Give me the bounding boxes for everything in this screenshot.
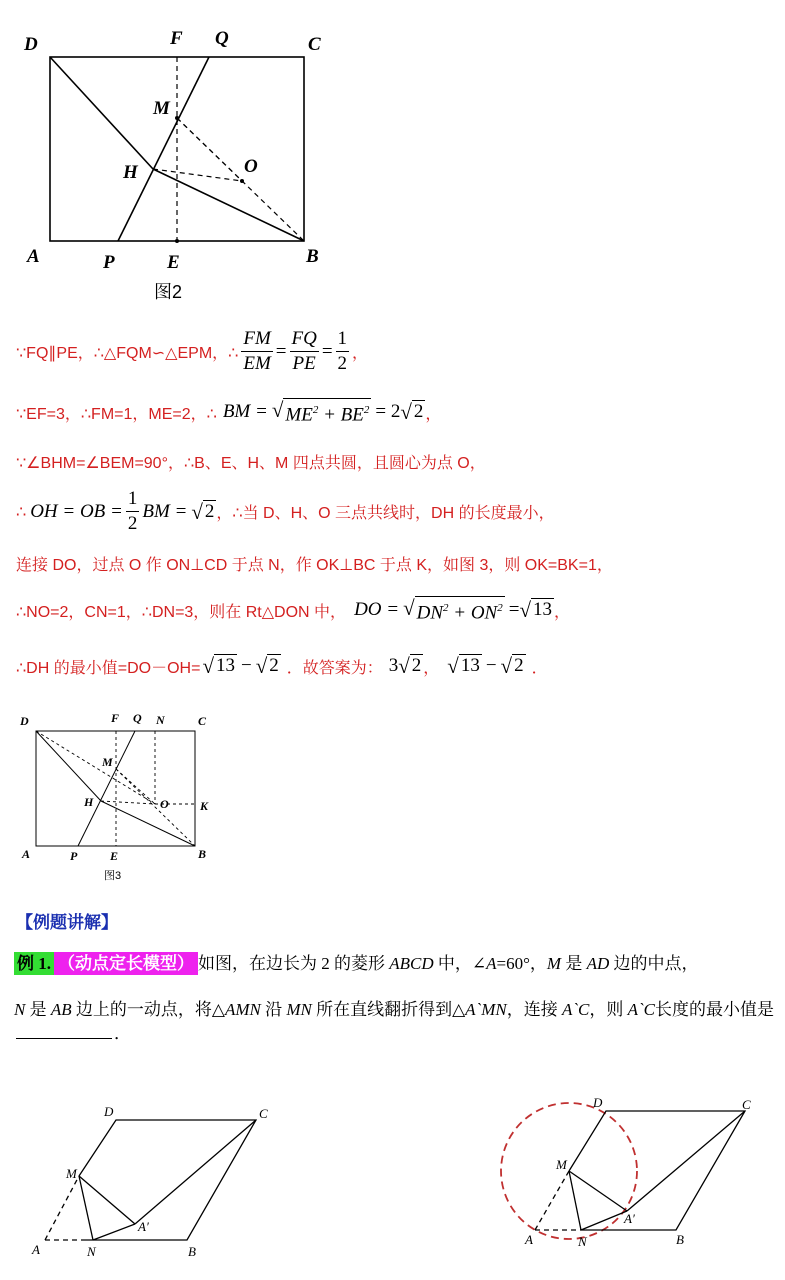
label-p: P xyxy=(103,252,115,273)
label-q: Q xyxy=(133,711,142,725)
segment-a-prime-c xyxy=(135,1120,256,1224)
problem-text: 例 1. （动点定长模型） 如图，在边长为 2 的菱形 ABCD 中，∠A=60°，M 是 AD 边的中点， xyxy=(14,952,774,976)
segment-hb xyxy=(101,801,195,846)
figure-2-caption: 图2 xyxy=(154,282,183,302)
segment-ma-prime xyxy=(569,1171,627,1211)
label-a: A xyxy=(32,1242,40,1257)
label-b: B xyxy=(676,1232,684,1247)
segment-ho xyxy=(101,801,155,804)
rhombus-outline xyxy=(569,1111,745,1230)
label-p: P xyxy=(70,849,78,863)
label-o: O xyxy=(160,797,169,811)
label-m: M xyxy=(556,1157,567,1172)
solution-line-2: ∵EF=3，∴FM=1，ME=2，∴ BM = √ $ME^2 + BE^2$ = 2 √ 2 ， xyxy=(16,398,442,426)
label-e: E xyxy=(110,849,119,863)
label-b: B xyxy=(188,1244,196,1259)
label-h: H xyxy=(84,795,94,809)
label-f: F xyxy=(111,711,120,725)
label-a-prime: A′ xyxy=(138,1219,149,1234)
solution-line-4: ∴ OH = OB = $\frac{1}{2}$ BM = √ 2 ，∴当 D、H、O 三点共线时，DH 的长度最小， xyxy=(16,488,555,534)
label-a: A xyxy=(525,1232,533,1247)
label-c: C xyxy=(742,1097,751,1112)
label-a-prime: A′ xyxy=(624,1211,635,1226)
example-tag: 例 1. xyxy=(14,952,54,975)
label-n: N xyxy=(87,1244,96,1259)
segment-mb xyxy=(177,118,304,241)
point-m xyxy=(175,116,179,120)
label-a: A xyxy=(27,246,40,267)
model-tag: （动点定长模型） xyxy=(54,952,198,975)
segment-na-prime xyxy=(581,1211,627,1230)
figure-rhombus-right xyxy=(480,1090,780,1270)
segment-pq xyxy=(118,57,209,241)
point-e xyxy=(175,239,179,243)
solution-line-1: ∵FQ∥PE，∴△FQM∽△EPM，∴ $\frac{FM}{EM}$ = $\frac{FQ}{PE}$ = $\frac{1}{2}$ ， xyxy=(16,328,369,374)
label-n: N xyxy=(578,1234,587,1249)
label-m: M xyxy=(153,98,170,119)
label-f: F xyxy=(170,28,183,49)
label-q: Q xyxy=(215,28,229,49)
label-d: D xyxy=(20,714,29,728)
rectangle-abcd xyxy=(36,731,195,846)
segment-mo xyxy=(116,769,155,804)
point-o xyxy=(240,179,244,183)
label-d: D xyxy=(593,1095,603,1110)
label-n: N xyxy=(156,713,165,727)
label-h: H xyxy=(123,162,138,183)
segment-pq xyxy=(78,731,135,846)
label-a: A xyxy=(22,847,31,861)
label-e: E xyxy=(167,252,180,273)
label-b: B xyxy=(198,847,207,861)
segment-mb xyxy=(116,769,195,846)
segment-dh xyxy=(50,57,153,169)
label-c: C xyxy=(308,34,321,55)
rhombus-outline xyxy=(79,1120,256,1240)
solution-line-7: ∴DH 的最小值=DO－OH= √ 13 − √ 2 ．故答案为： 3 √ 2 ， √ 13 − √ 2 ． xyxy=(16,654,548,678)
segment-am xyxy=(45,1176,79,1240)
figure-3-caption: 图3 xyxy=(104,870,122,882)
label-c: C xyxy=(198,714,207,728)
solution-line-3: ∵∠BHM=∠BEM=90°，∴B、E、H、M 四点共圆，且圆心为点 O， xyxy=(16,455,486,472)
solution-line-5: 连接 DO，过点 O 作 ON⊥CD 于点 N，作 OK⊥BC 于点 K，如图 3，则 OK=BK=1， xyxy=(16,557,613,574)
figure-2 xyxy=(0,0,785,310)
segment-am xyxy=(535,1171,569,1230)
problem-text-2: N 是 AB 边上的一动点，将△AMN 沿 MN 所在直线翻折得到△A`MN，连接 A`C，则 A`C长度的最小值是． xyxy=(14,1000,774,1043)
label-b: B xyxy=(306,246,319,267)
label-o: O xyxy=(244,156,258,177)
segment-mo xyxy=(177,118,242,181)
figure-rhombus-left xyxy=(0,1090,300,1265)
label-m: M xyxy=(66,1166,77,1181)
section-title: 【例题讲解】 xyxy=(16,913,118,932)
solution-line-6: ∴NO=2，CN=1，∴DN=3，则在 Rt△DON 中， DO = √ $DN^2 + ON^2$ = √ 13 ， xyxy=(16,596,570,624)
label-k: K xyxy=(200,799,209,813)
label-d: D xyxy=(104,1104,114,1119)
segment-dh xyxy=(36,731,101,801)
segment-mn xyxy=(569,1171,581,1230)
segment-hb xyxy=(153,169,304,241)
segment-do xyxy=(36,731,155,804)
label-m: M xyxy=(102,755,113,769)
label-d: D xyxy=(24,34,38,55)
figure-3 xyxy=(0,700,260,890)
segment-a-prime-c xyxy=(627,1111,745,1211)
label-c: C xyxy=(259,1106,268,1121)
segment-na-prime xyxy=(93,1224,135,1240)
